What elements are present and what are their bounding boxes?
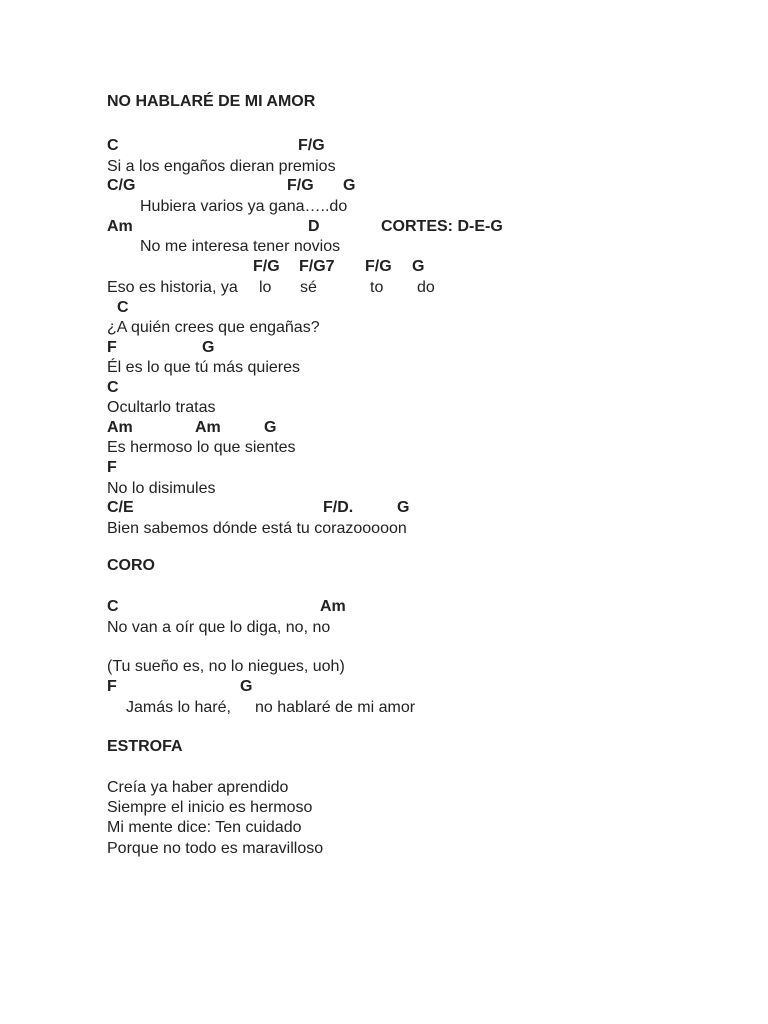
song-title: NO HABLARÉ DE MI AMOR	[107, 93, 316, 110]
chord: G	[202, 339, 215, 356]
chord: F/G7	[299, 258, 335, 275]
chord: Am	[107, 218, 133, 235]
chord: F	[107, 459, 117, 476]
lyric-line: Es hermoso lo que sientes	[107, 439, 296, 456]
lyric-line: Jamás lo haré,	[126, 699, 231, 716]
lyric-line: Hubiera varios ya gana…..do	[140, 198, 348, 215]
lyric-word: to	[370, 279, 384, 296]
chord: F/G	[253, 258, 280, 275]
lyric-line: Ocultarlo tratas	[107, 399, 216, 416]
chord: F	[107, 339, 117, 356]
lyric-word: lo	[259, 279, 272, 296]
section-heading-estrofa: ESTROFA	[107, 738, 183, 755]
lyric-line: Bien sabemos dónde está tu corazooooon	[107, 520, 407, 537]
chord: G	[412, 258, 425, 275]
chord: Am	[320, 598, 346, 615]
lyric-line: Eso es historia, ya	[107, 279, 238, 296]
lyric-line: no hablaré de mi amor	[255, 699, 416, 716]
lyric-line: (Tu sueño es, no lo niegues, uoh)	[107, 658, 345, 675]
lyric-word: do	[417, 279, 435, 296]
lyric-line: No lo disimules	[107, 480, 216, 497]
section-heading-coro: CORO	[107, 557, 155, 574]
chord: G	[264, 419, 277, 436]
lyric-line: Porque no todo es maravilloso	[107, 840, 324, 857]
lyric-line: Creía ya haber aprendido	[107, 779, 289, 796]
chord: F/G	[298, 137, 325, 154]
chord: D	[308, 218, 320, 235]
chord: C	[107, 598, 119, 615]
chord: C	[117, 299, 129, 316]
lyric-word: sé	[300, 279, 317, 296]
chord: G	[397, 499, 410, 516]
chord: C/E	[107, 499, 134, 516]
lyric-line: Mi mente dice: Ten cuidado	[107, 819, 302, 836]
chord: F	[107, 678, 117, 695]
chord: F/G	[365, 258, 392, 275]
chord: G	[240, 678, 253, 695]
cortes-note: CORTES: D-E-G	[381, 218, 503, 235]
lyric-line: Él es lo que tú más quieres	[107, 359, 300, 376]
lyric-line: ¿A quién crees que engañas?	[107, 319, 320, 336]
chord: G	[343, 177, 356, 194]
lyric-line: No van a oír que lo diga, no, no	[107, 619, 331, 636]
chord: C	[107, 379, 119, 396]
chord: C	[107, 137, 119, 154]
lyric-line: Si a los engaños dieran premios	[107, 158, 336, 175]
lyric-line: Siempre el inicio es hermoso	[107, 799, 313, 816]
chord: C/G	[107, 177, 136, 194]
chord: Am	[195, 419, 221, 436]
chord: Am	[107, 419, 133, 436]
chord: F/G	[287, 177, 314, 194]
chord: F/D.	[323, 499, 354, 516]
lyric-line: No me interesa tener novios	[140, 238, 341, 255]
